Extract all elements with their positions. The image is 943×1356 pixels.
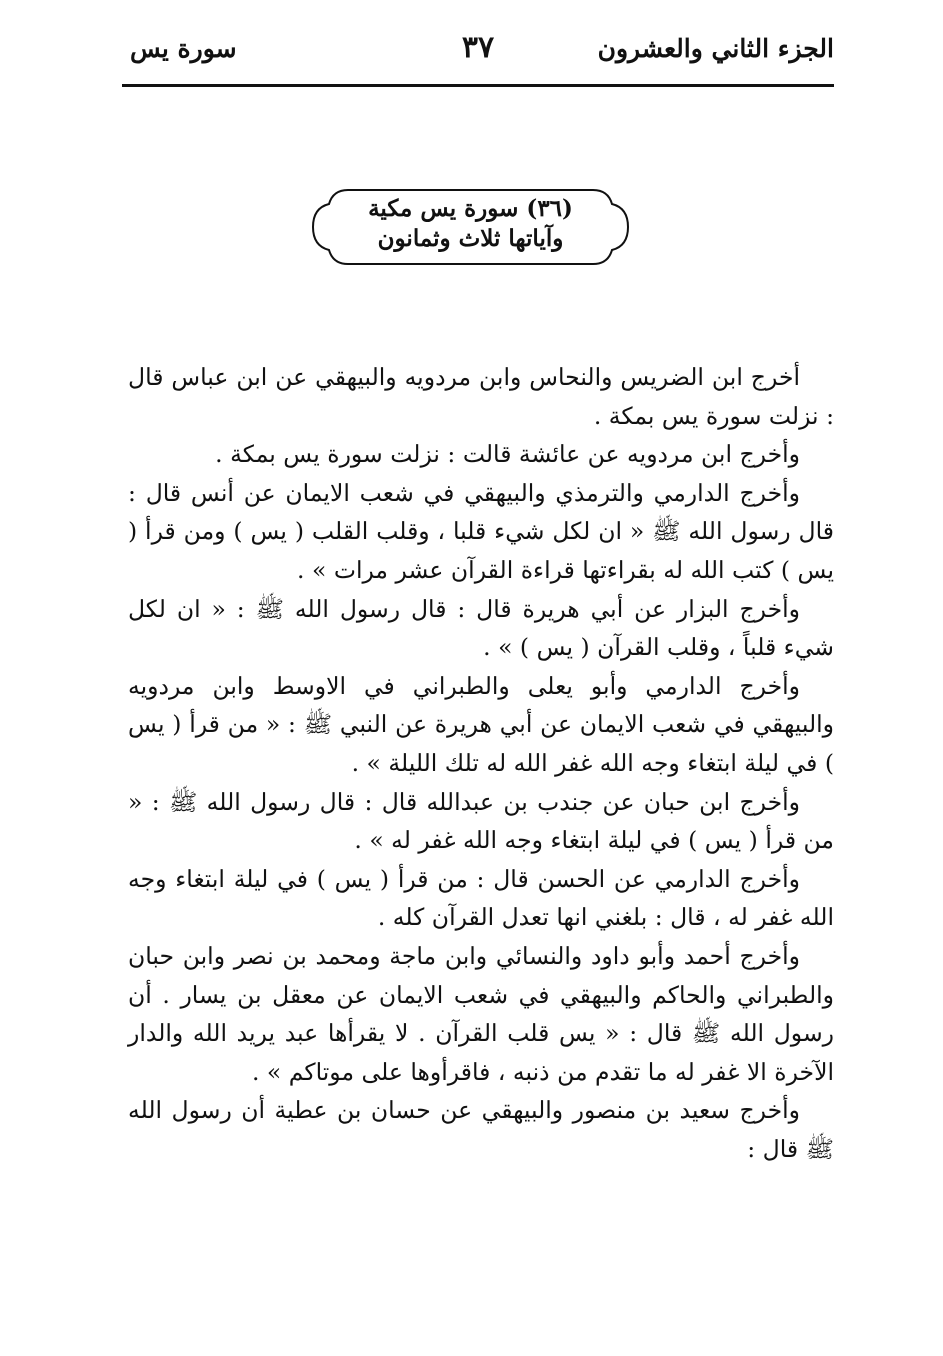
paragraph: وأخرج سعيد بن منصور والبيهقي عن حسان بن عطية أن رسول الله ﷺ قال : (128, 1096, 834, 1163)
running-header (122, 28, 834, 74)
paragraph: وأخرج ابن حبان عن جندب بن عبدالله قال : قال رسول الله ﷺ : « من قرأ ( يس ) في ليلة ابتغاء وجه الله غفر له » . (128, 787, 834, 855)
surah-title-line2: وآياتها ثلاث وثمانون (377, 225, 564, 252)
surah-running-title: سورة يس (130, 34, 237, 63)
page-number: ٣٧ (461, 30, 495, 65)
header-divider (122, 84, 834, 87)
paragraph: وأخرج الدارمي والترمذي والبيهقي في شعب الايمان عن أنس قال : قال رسول الله ﷺ « ان لكل شيء قلبا ، وقلب القلب ( يس ) ومن قرأ ( يس ) كتب الله له بقراءتها قراءة القرآن عشر مرات » . (128, 478, 834, 584)
volume-title: الجزء الثاني والعشرون (597, 34, 834, 63)
surah-title-line1: (٣٦) سورة يس مكية (368, 195, 573, 222)
surah-title (308, 194, 633, 254)
paragraph: وأخرج البزار عن أبي هريرة قال : قال رسول الله ﷺ : « ان لكل شيء قلباً ، وقلب القرآن ( يس ) » . (128, 594, 834, 662)
paragraph: أخرج ابن الضريس والنحاس وابن مردويه والبيهقي عن ابن عباس قال : نزلت سورة يس بمكة . (128, 363, 834, 430)
paragraph: وأخرج الدارمي عن الحسن قال : من قرأ ( يس ) في ليلة ابتغاء وجه الله غفر له ، قال : بلغني انها تعدل القرآن كله . (128, 864, 834, 932)
commentary-text (128, 358, 834, 1168)
paragraph: وأخرج الدارمي وأبو يعلى والطبراني في الاوسط وابن مردويه والبيهقي في شعب الايمان عن أبي هريرة عن النبي ﷺ : « من قرأ ( يس ) في ليلة ابتغاء وجه الله غفر الله له تلك الليلة » . (128, 671, 834, 777)
paragraph: وأخرج أحمد وأبو داود والنسائي وابن ماجة ومحمد بن نصر وابن حبان والطبراني والحاكم والبيهقي في شعب الايمان عن معقل بن يسار . أن رسول الله ﷺ قال : « يس قلب القرآن . لا يقرأها عبد يريد الله والدار الآخرة الا غفر له ما تقدم من ذنبه ، فاقرأوها على موتاكم » . (128, 941, 834, 1086)
paragraph: وأخرج ابن مردويه عن عائشة قالت : نزلت سورة يس بمكة . (215, 440, 800, 469)
surah-title-cartouche (308, 184, 633, 270)
